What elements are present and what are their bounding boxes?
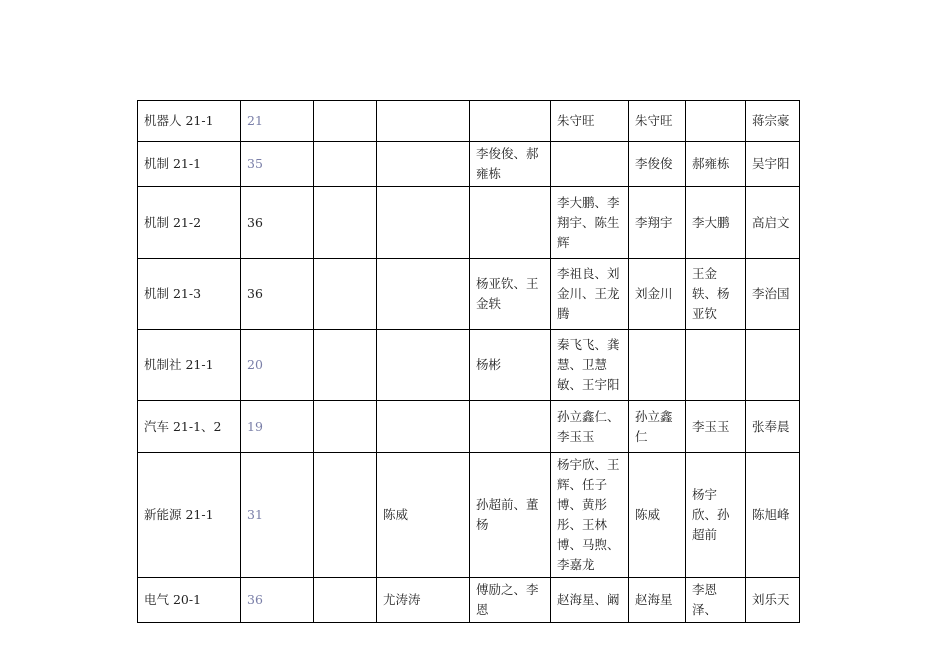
col3-cell [314,259,377,330]
roster-table [137,100,800,623]
col5-cell: 孙超前、董杨 [470,453,551,578]
col7-cell: 赵海星 [629,578,686,623]
col6-cell: 杨宇欣、王辉、任子博、黄彤彤、王林博、马煦、李嘉龙 [551,453,629,578]
col3-cell [314,453,377,578]
col7-cell: 刘金川 [629,259,686,330]
class-cell: 机制 21-1 [138,142,241,187]
col6-cell: 秦飞飞、龚慧、卫慧敏、王宇阳 [551,330,629,401]
col5-cell [470,401,551,453]
count-cell: 36 [241,578,314,623]
table-row [138,187,800,259]
col7-cell: 李俊俊 [629,142,686,187]
col7-cell: 李翔宇 [629,187,686,259]
col6-cell: 李大鹏、李翔宇、陈生辉 [551,187,629,259]
count-cell: 35 [241,142,314,187]
table-row [138,330,800,401]
class-cell: 机制 21-3 [138,259,241,330]
col4-cell: 尤涛涛 [377,578,470,623]
table-row [138,142,800,187]
class-cell: 汽车 21-1、2 [138,401,241,453]
table-row [138,578,800,623]
col3-cell [314,101,377,142]
table-row [138,401,800,453]
col7-cell: 孙立鑫仁 [629,401,686,453]
count-cell: 20 [241,330,314,401]
col8-cell: 杨宇欣、孙超前 [686,453,746,578]
class-cell: 新能源 21-1 [138,453,241,578]
col3-cell [314,578,377,623]
col4-cell [377,401,470,453]
col8-cell: 王金轶、杨亚钦 [686,259,746,330]
col3-cell [314,142,377,187]
col6-cell [551,142,629,187]
count-cell: 31 [241,453,314,578]
col8-cell: 郝雍栋 [686,142,746,187]
col7-cell: 朱守旺 [629,101,686,142]
col9-cell: 刘乐天 [746,578,800,623]
col4-cell [377,259,470,330]
class-cell: 机器人 21-1 [138,101,241,142]
col3-cell [314,401,377,453]
col8-cell: 李恩泽、 [686,578,746,623]
col3-cell [314,330,377,401]
col6-cell: 李祖良、刘金川、王龙腾 [551,259,629,330]
col9-cell [746,330,800,401]
col9-cell: 蒋宗豪 [746,101,800,142]
col8-cell: 李玉玉 [686,401,746,453]
col5-cell [470,101,551,142]
col5-cell: 杨彬 [470,330,551,401]
col8-cell [686,101,746,142]
col6-cell: 朱守旺 [551,101,629,142]
col4-cell [377,101,470,142]
col6-cell: 赵海星、阚 [551,578,629,623]
col9-cell: 张奉晨 [746,401,800,453]
col5-cell: 李俊俊、郝雍栋 [470,142,551,187]
class-cell: 电气 20-1 [138,578,241,623]
col4-cell [377,142,470,187]
col7-cell: 陈威 [629,453,686,578]
table-row [138,453,800,578]
col9-cell: 吴宇阳 [746,142,800,187]
table-row [138,101,800,142]
col3-cell [314,187,377,259]
count-cell: 36 [241,187,314,259]
col9-cell: 陈旭峰 [746,453,800,578]
col5-cell: 傅励之、李恩 [470,578,551,623]
col8-cell [686,330,746,401]
class-cell: 机制 21-2 [138,187,241,259]
col5-cell: 杨亚钦、王金轶 [470,259,551,330]
col4-cell [377,330,470,401]
table-row [138,259,800,330]
class-cell: 机制社 21-1 [138,330,241,401]
count-cell: 36 [241,259,314,330]
col5-cell [470,187,551,259]
col9-cell: 李治国 [746,259,800,330]
col6-cell: 孙立鑫仁、李玉玉 [551,401,629,453]
count-cell: 19 [241,401,314,453]
col9-cell: 高启文 [746,187,800,259]
col8-cell: 李大鹏 [686,187,746,259]
count-cell: 21 [241,101,314,142]
col4-cell [377,187,470,259]
col7-cell [629,330,686,401]
col4-cell: 陈威 [377,453,470,578]
